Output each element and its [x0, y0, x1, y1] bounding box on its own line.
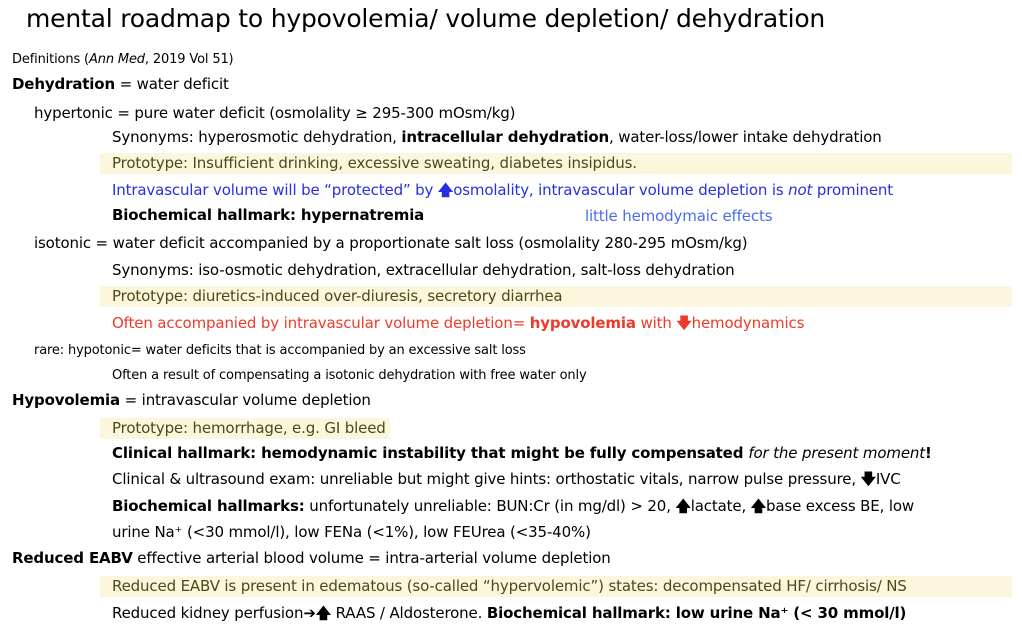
hypertonic-prototype: Prototype: Insufficient drinking, excessive sweating, diabetes insipidus. [112, 154, 637, 172]
hypovolemia-prototype: Prototype: hemorrhage, e.g. GI bleed [112, 419, 386, 437]
hypotonic-heading: rare: hypotonic= water deficits that is accompanied by an excessive salt loss [34, 343, 526, 358]
isotonic-synonyms: Synonyms: iso-osmotic dehydration, extracellular dehydration, salt-loss dehydration [112, 261, 735, 279]
eabv-kidney: Reduced kidney perfusion➔🡅 RAAS / Aldosterone. Biochemical hallmark: low urine Na⁺ (< 30 mmol/l) [112, 604, 907, 622]
arrow-down-icon: 🡇 [676, 314, 692, 332]
arrow-down-icon: 🡇 [860, 470, 876, 488]
hypovolemia-exam: Clinical & ultrasound exam: unreliable but might give hints: orthostatic vitals, narrow pulse pressure, 🡇IVC [112, 470, 901, 488]
isotonic-heading: isotonic = water deficit accompanied by a proportionate salt loss (osmolality 280-295 mOsm/kg) [34, 234, 748, 252]
hypertonic-hallmark: Biochemical hallmark: hypernatremia [112, 206, 425, 224]
hypertonic-synonyms: Synonyms: hyperosmotic dehydration, intracellular dehydration, water-loss/lower intake dehydration [112, 128, 882, 146]
arrow-up-icon: 🡅 [750, 497, 766, 515]
hypovolemia-biochemical-cont: urine Na⁺ (<30 mmol/l), low FENa (<1%), low FEUrea (<35-40%) [112, 523, 591, 541]
arrow-up-icon: 🡅 [437, 181, 454, 199]
hemodynamic-note: little hemodymaic effects [585, 207, 773, 225]
isotonic-often-note: Often accompanied by intravascular volume depletion= hypovolemia with 🡇hemodynamics [112, 314, 805, 332]
eabv-present: Reduced EABV is present in edematous (so-called “hypervolemic”) states: decompensated HF/ cirrhosis/ NS [112, 577, 907, 595]
hypotonic-note: Often a result of compensating a isotonic dehydration with free water only [112, 368, 587, 383]
isotonic-prototype: Prototype: diuretics-induced over-diuresis, secretory diarrhea [112, 287, 563, 305]
arrow-right-up-icon: ➔🡅 [303, 604, 332, 622]
dehydration-heading: Dehydration = water deficit [12, 75, 229, 93]
hypovolemia-clinical-hallmark: Clinical hallmark: hemodynamic instability that might be fully compensated for the present moment! [112, 444, 932, 462]
arrow-up-icon: 🡅 [675, 497, 691, 515]
hypertonic-heading: hypertonic = pure water deficit (osmolality ≥ 295-300 mOsm/kg) [34, 104, 516, 122]
hypertonic-intravascular-note: Intravascular volume will be “protected” by 🡅osmolality, intravascular volume depletion is not prominent [112, 181, 894, 199]
hypovolemia-heading: Hypovolemia = intravascular volume depletion [12, 391, 371, 409]
hypovolemia-term: Hypovolemia [12, 391, 121, 409]
page-title: mental roadmap to hypovolemia/ volume depletion/ dehydration [26, 4, 826, 33]
eabv-heading: Reduced EABV effective arterial blood volume = intra-arterial volume depletion [12, 549, 611, 567]
definitions-source: Definitions (Ann Med, 2019 Vol 51) [12, 52, 234, 67]
eabv-term: Reduced EABV [12, 549, 133, 567]
hypovolemia-biochemical: Biochemical hallmarks: unfortunately unreliable: BUN:Cr (in mg/dl) > 20, 🡅lactate, 🡅base excess BE, low [112, 497, 915, 515]
dehydration-term: Dehydration [12, 75, 115, 93]
